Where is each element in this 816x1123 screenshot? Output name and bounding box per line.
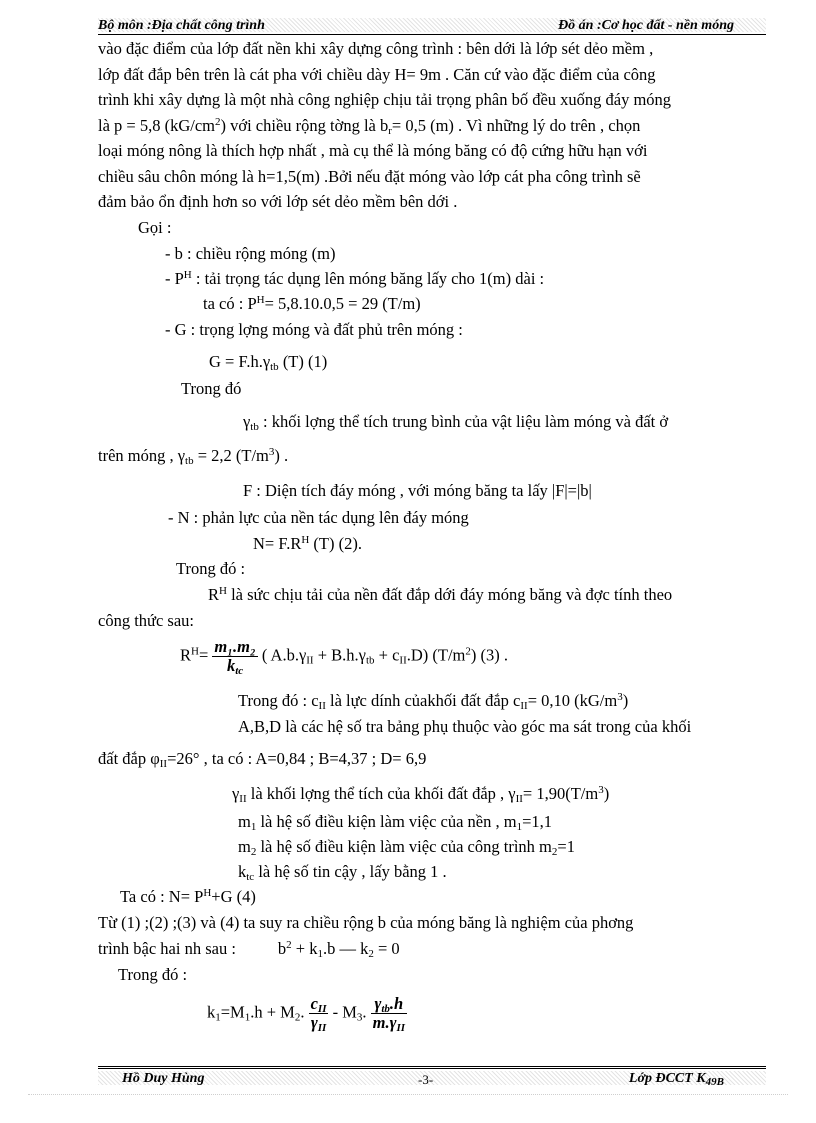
rh-desc-cont: công thức sau:: [98, 611, 195, 630]
k1-formula: $k_1=M_1.h + M_2$. $\frac{c_{II}}{\gamma_{II}}$ - $M_3$. $\frac{\gamma_{tb}.h}{m.\gamma_{II}}$: [207, 994, 406, 1034]
c-desc: Trong đó : $c_{II}$ là lực dính củakhối đất đắp $c_{II}= 0,10$ $(kG/m^3)$: [238, 691, 629, 712]
rh-desc: $R^H$ là sức chịu tải của nền đất đắp dới đáy móng băng và đợc tính theo: [208, 585, 673, 604]
para-line: chiều sâu chôn móng là h=1,5(m) .Bởi nếu đặt móng vào lớp cát pha công trình sẽ: [98, 167, 641, 186]
equation-4: Ta có : $N= P^H+G$ (4): [120, 887, 256, 906]
quadratic-line: trình bậc hai nh sau : $b^2 + k_1.b$ — $k_2 = 0$: [98, 939, 400, 960]
equation-2: $N= F.R^H$ (T) (2).: [253, 534, 362, 553]
header-left: Bộ môn :Địa chất công trình: [98, 18, 265, 33]
fraction: $\frac{c_{II}}{\gamma_{II}}$: [310, 994, 327, 1034]
gamma-tb-value: trên móng , $\gamma_{tb} = 2,2$ $(T/m^3)$ .: [98, 446, 289, 467]
abd-values: đất đắp $\varphi_{II}=26^\circ$ , ta có : A=0,84 ; B=4,37 ; D= 6,9: [98, 749, 427, 770]
footer-class: Lớp ĐCCT $K_{49B}$: [628, 1071, 724, 1088]
equation-3: $R^H=$ $\frac{\text{m₁.m₂}}{k_{tc}}$ ( $A.b.\gamma_{II} + B.h.\gamma_{tb} + c_{II}.D$) $(T/m^2)$ (3) .: [180, 637, 508, 677]
page-edge: [28, 1094, 788, 1095]
def-p: - $P^H$ : tải trọng tác dụng lên móng băng lấy cho 1(m) dài :: [165, 269, 545, 288]
para-line: là p = 5,8 $(kG/cm^2)$ với chiều rộng tờng là $b_r= 0,5$ (m) . Vì những lý do trên , chọn: [98, 116, 641, 137]
fraction: $\frac{\gamma_{tb}.h}{m.\gamma_{II}}$: [372, 994, 406, 1034]
footer-author: Hồ Duy Hùng: [122, 1071, 205, 1086]
page-number: -3-: [418, 1072, 434, 1087]
para-line: lớp đất đắp bên trên là cát pha với chiều dày H= 9m . Căn cứ vào đặc điểm của công: [98, 65, 656, 84]
trong-do-label: Trong đó :: [118, 965, 188, 984]
para-line: trình khi xây dựng là một nhà công nghiệp chịu tải trọng phân bố đều xuống đáy móng: [98, 90, 672, 109]
header-right: Đồ án :Cơ học đất - nền móng: [558, 18, 734, 33]
m1-desc: $m_1$ là hệ số điều kiện làm việc của nền , $m_1=1,1$: [238, 812, 553, 833]
equation-1: $G = F.h.\gamma_{tb}$ (T) (1): [209, 352, 328, 373]
def-b: - b : chiều rộng móng (m): [165, 244, 336, 263]
para-line: đảm bảo ổn định hơn so với lớp sét dẻo mềm bên dới .: [98, 192, 458, 211]
goi-label: Gọi :: [138, 218, 172, 237]
footer-rule: [98, 1066, 766, 1067]
trong-do-label: Trong đó: [181, 379, 242, 398]
gamma-tb-desc: $\gamma_{tb}$ : khối lợng thể tích trung bình của vật liệu làm móng và đất ở: [243, 412, 669, 433]
para-line: loại móng nông là thích hợp nhất , mà cụ thể là móng băng có độ cứng hữu hạn với: [98, 141, 648, 160]
def-n: - N : phản lực của nền tác dụng lên đáy móng: [168, 508, 469, 527]
derivation-line: Từ (1) ;(2) ;(3) và (4) ta suy ra chiều rộng b của móng băng là nghiệm của phơng: [98, 913, 634, 932]
footer-rule: [98, 1068, 766, 1069]
ta-co-p: ta có : $P^H= 5,8.10.0,5 = 29$ (T/m): [203, 294, 421, 313]
trong-do-label: Trong đó :: [176, 559, 246, 578]
abd-desc: A,B,D là các hệ số tra bảng phụ thuộc vào góc ma sát trong của khối: [238, 717, 692, 736]
para-line: vào đặc điểm của lớp đất nền khi xây dựng công trình : bên dới là lớp sét dẻo mềm ,: [98, 39, 654, 58]
gamma-ii-desc: $\gamma_{II}$ là khối lợng thể tích của khối đất đắp , $\gamma_{II}= 1,90(T/m^3)$: [232, 784, 610, 805]
m2-desc: $m_2$ là hệ số điều kiện làm việc của công trình $m_2=1$: [238, 837, 575, 858]
def-g: - G : trọng lợng móng và đất phủ trên móng :: [165, 320, 463, 339]
f-desc: F : Diện tích đáy móng , với móng băng ta lấy |F|=|b|: [243, 481, 592, 500]
fraction: $\frac{\text{m₁.m₂}}{k_{tc}}$: [214, 637, 256, 677]
header-rule: [98, 34, 766, 35]
ktc-desc: $k_{tc}$ là hệ số tin cậy , lấy bằng 1 .: [238, 862, 447, 883]
